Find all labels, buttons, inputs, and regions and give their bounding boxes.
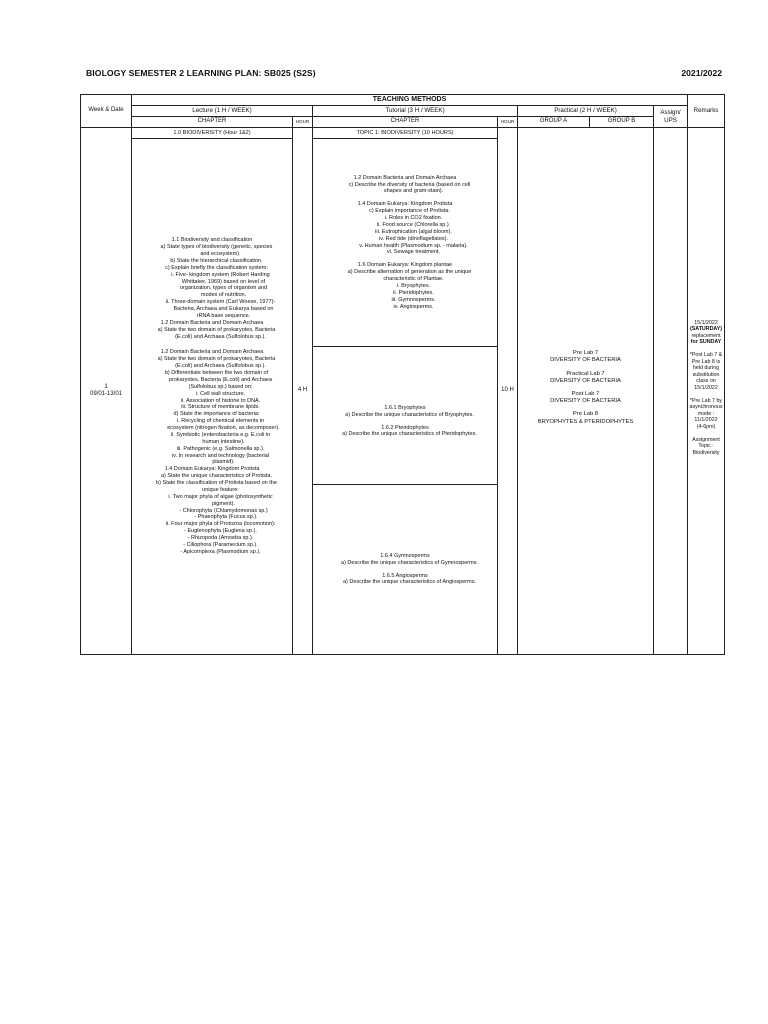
tutorial-line: 1.2 Domain Bacteria and Domain Archaea <box>353 174 457 181</box>
remark-line: 15/1/2022 <box>694 385 718 391</box>
remark-line: asynchronous <box>689 404 723 411</box>
lecture-line: organization, types of organism and <box>179 285 268 292</box>
remark-line: Biodiversity <box>692 449 720 456</box>
lecture-line: ecosystem (nitrogen fixation, as decomposer). <box>167 425 280 432</box>
group-a-header: GROUP A <box>518 117 590 128</box>
remark-line: Pre Lab 8 is <box>691 358 721 365</box>
lecture-line: a) State the two domain of prokaryotes, Bacteria <box>157 326 276 333</box>
tutorial-content-b <box>313 347 498 485</box>
practical-item: DIVERSITY OF BACTERIA <box>550 377 621 384</box>
lecture-topic: 1.0 BIODIVERSITY (Hour 1&2) <box>132 128 293 139</box>
lecture-line: - Chlorophyta (Chlamydomonas sp.) <box>179 507 268 514</box>
lecture-line: a) State types of biodiversity (genetic, species <box>160 244 273 251</box>
learning-plan-table <box>80 94 725 655</box>
lecture-hour-header: HOUR <box>293 117 313 128</box>
tutorial-line: characteristic of Plantae. <box>383 276 444 282</box>
week-cell <box>81 128 132 655</box>
lecture-hours: 4 H <box>293 128 313 655</box>
tutorial-line: a) Describe alternation of generation as the unique <box>347 269 472 276</box>
tutorial-line: iii. Gymnosperms. <box>391 296 436 303</box>
lecture-line: b) State the classification of Protista based on the <box>156 480 277 487</box>
week-dates: 09/01-13/01 <box>89 391 123 397</box>
practical-item: Practical Lab 7 <box>566 370 605 377</box>
document-header <box>86 68 722 82</box>
practical-schedule <box>518 128 654 655</box>
remark-line: substitution <box>692 371 720 378</box>
remark-line: *Post Lab 7 & <box>689 351 723 358</box>
assign-ups-header: Assign/ UPS <box>654 106 688 128</box>
tutorial-line: a) Describe the unique characteristics of Gymnosperms. <box>341 559 478 566</box>
lecture-line: iii. Pathogenic (e.g. Salmonella sp.). <box>176 445 265 452</box>
lecture-line: i. Two major phyla of algae (photosynthetic <box>168 493 273 500</box>
lecture-line: (E.coli) and Archaea (Sulfolobus sp.). <box>175 333 266 340</box>
remark-line: 11/1/2022 <box>694 417 718 424</box>
lecture-line: plasmid). <box>212 459 235 466</box>
tutorial-line: 1.6.2 Pteridophytes <box>381 424 429 431</box>
lecture-line: i. Recycling of chemical elements in <box>176 418 265 425</box>
practical-item: DIVERSITY OF BACTERIA <box>550 398 621 405</box>
lecture-line: iii. Structure of membrane lipids. <box>181 404 260 411</box>
lecture-line: ii. Four major phyla of Protozoa (locomotion): <box>165 521 276 528</box>
lecture-chapter-header: CHAPTER <box>132 117 293 128</box>
lecture-line: 1.2 Domain Bacteria and Domain Archaea <box>160 349 264 356</box>
practical-item: BRYOPHYTES & PTERIDOPHYTES <box>537 418 634 425</box>
tutorial-chapter-header: CHAPTER <box>313 117 498 128</box>
lecture-line: ii. Association of histone to DNA. <box>180 397 261 404</box>
tutorial-line: c) Explain importance of Protista: <box>369 208 450 215</box>
document-title: BIOLOGY SEMESTER 2 LEARNING PLAN: SB025 (S2S) <box>86 68 316 78</box>
tutorial-line: 1.6.1 Bryophytes <box>384 404 426 411</box>
remark-line: replacement <box>691 332 721 339</box>
tutorial-line: iv. Angiosperms. <box>393 303 434 310</box>
tutorial-line: vi. Sewage treatment. <box>386 249 441 256</box>
tutorial-line: 1.6 Domain Eukarya: Kingdom plantae <box>357 262 453 269</box>
lecture-line: b) Differentiate between the two domain of <box>164 370 269 377</box>
remarks-header: Remarks <box>688 95 725 128</box>
lecture-line: 1.1 Biodiversity and classification <box>171 237 253 244</box>
remark-line: held during <box>692 365 720 372</box>
remark-line: (SATURDAY) <box>689 326 723 333</box>
lecture-line: ii. Three-domain system (Carl Woese, 1977)- <box>165 299 276 306</box>
remark-line: Assignment <box>692 436 720 443</box>
lecture-line: rRNA base sequence. <box>196 312 251 319</box>
lecture-line: i. Cell wall structure. <box>195 390 246 397</box>
lecture-line: a) State the unique characteristics of Protista. <box>161 473 272 480</box>
lecture-line: b) State the hierarchical classification. <box>170 257 263 264</box>
remarks-cell <box>688 128 725 655</box>
lecture-line: d) State the importance of bacteria: <box>173 411 260 418</box>
tutorial-line: v. Human health (Plasmodium sp. - malaria). <box>359 242 468 249</box>
remark-line: *Pre Lab 7 by <box>689 397 723 404</box>
lecture-line: iv. In research and technology (bacterial <box>171 452 270 459</box>
tutorial-line: a) Describe the unique characteristics of Bryophytes. <box>345 411 474 418</box>
lecture-header: Lecture (1 H / WEEK) <box>132 106 313 117</box>
remark-line: Topic : <box>698 443 714 450</box>
tutorial-line: c) Describe the diversity of bacteria (based on cell <box>348 181 471 188</box>
lecture-line: human intestine). <box>202 438 245 445</box>
remark-line: class on <box>696 378 716 385</box>
tutorial-topic: TOPIC 1: BIODIVERSITY (10 HOURS) <box>313 128 498 139</box>
lecture-line: a) State the two domain of prokaryotes, Bacteria <box>157 356 276 363</box>
tutorial-line: iii. Eutrophication (algal bloom). <box>375 228 452 235</box>
lecture-line: 1.4 Domain Eukarya: Kingdom Protista <box>164 466 260 473</box>
lecture-line: - Apicomplexa (Plasmodium sp.). <box>180 548 261 555</box>
practical-item: Post Lab 7 <box>571 391 600 397</box>
tutorial-line: a) Describe the unique characteristics of Angiosperms. <box>343 579 476 586</box>
lecture-content <box>132 139 293 655</box>
lecture-line: (Sulfolobus sp.) based on: <box>188 383 253 390</box>
practical-item: DIVERSITY OF BACTERIA <box>550 357 621 364</box>
remark-line: (4-6pm) <box>696 424 716 431</box>
group-b-header: GROUP B <box>590 117 654 128</box>
tutorial-line: 1.6.4 Gymnosperms <box>380 552 430 559</box>
tutorial-hour-header: HOUR <box>498 117 518 128</box>
remark-line: mode : <box>697 410 715 417</box>
lecture-line: 1.2 Domain Bacteria and Domain Archaea <box>160 319 264 326</box>
lecture-line: modes of nutrition. <box>200 292 247 299</box>
remark-line: 15/1/2022 <box>694 319 718 326</box>
lecture-line: ii. Symbiotic (enterobacteria e.g. E.coli in <box>170 431 271 438</box>
lecture-line: and ecosystem). <box>200 251 241 258</box>
lecture-line: - Phaeophyta (Fucus sp.). <box>194 514 258 521</box>
lecture-line: Bacteria, Archaea and Eukarya based on <box>173 306 274 313</box>
tutorial-content-c <box>313 485 498 655</box>
practical-header: Practical (2 H / WEEK) <box>518 106 654 117</box>
tutorial-line: ii. Food source (Chlorella sp.). <box>376 221 451 228</box>
tutorial-header: Tutorial (3 H / WEEK) <box>313 106 518 117</box>
practical-item: Pre Lab 8 <box>572 411 599 418</box>
tutorial-line: 1.4 Domain Eukarya: Kingdom Protista <box>357 201 453 208</box>
remark-line: for SUNDAY <box>690 339 722 346</box>
practical-item: Pre Lab 7 <box>572 350 599 357</box>
tutorial-line: shapes and gram-stain). <box>383 188 444 195</box>
tutorial-line: ii. Pteridophytes. <box>393 289 434 296</box>
tutorial-line: i. Roles in CO2 fixation. <box>384 215 443 221</box>
lecture-line: - Euglenophyta (Euglena sp.). <box>184 528 257 535</box>
tutorial-content-a <box>313 139 498 347</box>
lecture-line: c) Explain briefly the classification system: <box>165 264 268 271</box>
lecture-line: unique feature: <box>202 486 239 493</box>
teaching-methods-header: TEACHING METHODS <box>132 95 688 106</box>
lecture-line: pigment). <box>212 500 235 507</box>
lecture-line: (E.coli) and Archaea (Sulfolobus sp.). <box>175 363 266 370</box>
tutorial-line: 1.6.5 Angiosperms <box>382 572 428 579</box>
lecture-line: Whittaker, 1969) based on level of <box>181 278 266 285</box>
lecture-line: - Ciliophora (Paramecium sp.). <box>183 541 258 548</box>
lecture-line: prokaryotes, Bacteria (E.coli) and Archaea <box>168 376 273 383</box>
lecture-line: i. Five- kingdom system (Robert Harding <box>171 271 270 278</box>
tutorial-line: iv. Red tide (dinoflagellates). <box>379 235 448 242</box>
assign-ups-cell <box>654 128 688 655</box>
tutorial-hours: 10 H <box>498 128 518 655</box>
lecture-line: - Rhizopoda (Amoeba sp.). <box>187 535 254 542</box>
tutorial-line: a) Describe the unique characteristics of Pteridophytes. <box>342 431 477 438</box>
academic-year: 2021/2022 <box>681 68 722 78</box>
week-date-header: Week & Date <box>81 95 132 128</box>
tutorial-line: i. Bryophytes. <box>396 282 431 289</box>
week-number: 1 <box>104 383 108 390</box>
